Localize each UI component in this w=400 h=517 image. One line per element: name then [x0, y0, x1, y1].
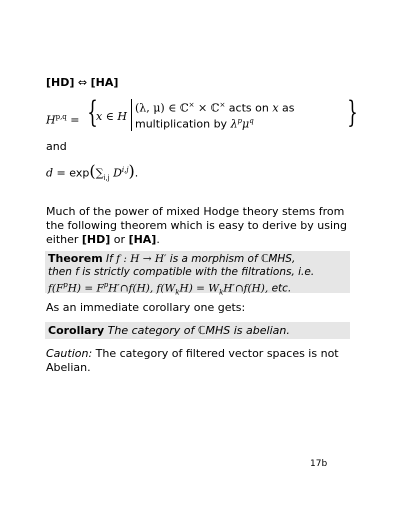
corollary-label: Corollary [48, 324, 105, 337]
hodge-condition-line1: (λ, μ) ∈ ℂ× × ℂ× acts on x as [135, 101, 295, 115]
caution-note: Caution: The category of filtered vector spaces is not Abelian. [46, 347, 339, 374]
heading-hd: [HD] [46, 76, 75, 89]
paragraph-line: the following theorem which is easy to derive by using [46, 219, 347, 232]
intro-paragraph [46, 205, 376, 247]
right-brace: } [347, 95, 358, 130]
hodge-set-var: x ∈ H [96, 110, 127, 123]
corollary-intro: As an immediate corollary one gets: [46, 301, 246, 314]
paragraph-line: Much of the power of mixed Hodge theory stems from [46, 205, 345, 218]
d-definition: $d = \exp(\sum_{i,j}$ D$^{i,j}$). [46, 161, 139, 182]
paragraph-line: either [HD] or [HA]. [46, 233, 160, 246]
hodge-lhs: H$^{p,q}$ = [46, 113, 80, 127]
theorem-label: Theorem [48, 252, 103, 265]
set-bar [131, 99, 132, 131]
left-brace: { [87, 95, 98, 130]
caution-label: Caution: [46, 347, 93, 360]
heading-ha: [HA] [90, 76, 119, 89]
theorem-statement: Theorem If f : H → H′ is a morphism of ℂMHS, then f is strictly compatible with the filtrations, i.e. $f(F^pH)$ = $F^pH'\cap f(H)$, $f(W_kH)$ = $W_kH'\cap f(H)$, etc. [48, 252, 315, 297]
heading [46, 76, 118, 90]
and-word: and [46, 140, 67, 153]
page-number: 17b [310, 459, 328, 469]
heading-iff: ⇔ [77, 76, 88, 89]
hodge-condition-line2: multiplication by $\lambda^p\mu^q$ [135, 117, 254, 131]
corollary-statement: Corollary The category of ℂMHS is abelian. [48, 324, 290, 337]
